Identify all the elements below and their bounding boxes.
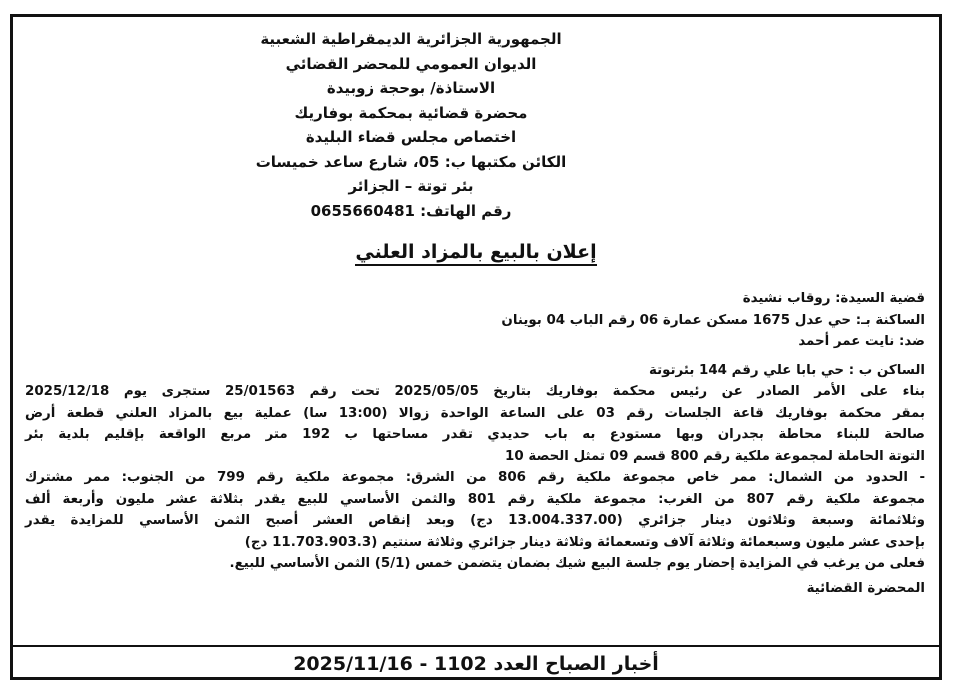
paragraph-line: مجموعة ملكية رقم 807 من الغرب: مجموعة ملكية رقم 801 والثمن الأساسي للبيع يقدر بثلاثة عشر مليون وأربعة ألف [25, 491, 926, 507]
header-line: محضرة قضائية بمحكمة بوفاريك [294, 103, 528, 122]
case-line: قضية السيدة: روقاب نشيدة [742, 291, 925, 306]
paragraph-line: بناء على الأمر الصادر عن رئيس محكمة بوفاريك بتاريخ 2025/05/05 تحت رقم 25/01563 ستجرى يوم 2025/12/18 [25, 384, 925, 399]
announcement-body [25, 288, 925, 599]
announcement-title: إعلان بالبيع بالمزاد العلني [355, 241, 596, 266]
paragraph-line: بمقر محكمة بوفاريك قاعة الجلسات رقم 03 على الساعة الواحدة زوالا (13:00 سا) عملية بيع بالمزاد العلني قطعة أرض [25, 405, 925, 421]
signature: المحضرة القضائية [806, 580, 925, 596]
paragraph-line: بإحدى عشر مليون وسبعمائة وثلاثة آلاف وتسعمائة وثلاثة دينار جزائري وثلاثة سنتيم (11.703.903.3 دج) [244, 534, 925, 550]
announcement-title-wrap [13, 241, 939, 263]
paragraph-line: وثلاثمائة وسبعة وثلاثون دينار جزائري (13.004.337.00 دج) وبعد إنقاص العشر أصبح الثمن الأساسي للمزايدة يقدر [25, 513, 925, 528]
defendant-line: ضد: نايت عمر أحمد [798, 334, 925, 349]
newspaper-footer: أخبار الصباح العدد 1102 - 2025/11/16 [293, 653, 659, 675]
header-line: بئر توتة – الجزائر [348, 177, 474, 195]
defendant-residence: الساكن ب : حي بابا علي رقم 144 بئرتوتة [648, 362, 925, 378]
announcement-frame [10, 14, 942, 680]
bailiff-header [201, 27, 621, 223]
header-line: رقم الهاتف: 0655660481 [310, 201, 512, 220]
paragraph-line: التوتة الحاملة لمجموعة ملكية رقم 800 قسم 09 تمثل الحصة 10 [505, 448, 925, 464]
paragraph-line: - الحدود من الشمال: ممر خاص مجموعة ملكية رقم 806 من الشرق: مجموعة ملكية رقم 799 من الجنوب: ممر مشترك [25, 470, 925, 485]
header-line: الكائن مكتبها ب: 05، شارع ساعد خميسات [255, 152, 567, 171]
header-line: الجمهورية الجزائرية الديمقراطية الشعبية [260, 30, 562, 48]
header-line: الاستاذة/ بوحجة زوبيدة [326, 79, 496, 97]
footer-divider [13, 645, 939, 647]
header-line: اختصاص مجلس قضاء البليدة [305, 128, 517, 146]
plaintiff-residence: الساكنة بـ: حي عدل 1675 مسكن عمارة 06 رقم الباب 04 بوينان [501, 312, 925, 328]
paragraph-line: صالحة للبناء محاطة بجدران وبها مستودع به باب حديدي تقدر مساحتها ب 192 متر مربع الواقعة بإقليم بلدية بئر [25, 427, 925, 442]
paragraph-line: فعلى من يرغب في المزايدة إحضار يوم جلسة البيع شيك بضمان يتضمن خمس (5/1) الثمن الأساسي للبيع. [229, 556, 925, 571]
header-line: الديوان العمومي للمحضر القضائي [285, 54, 537, 73]
